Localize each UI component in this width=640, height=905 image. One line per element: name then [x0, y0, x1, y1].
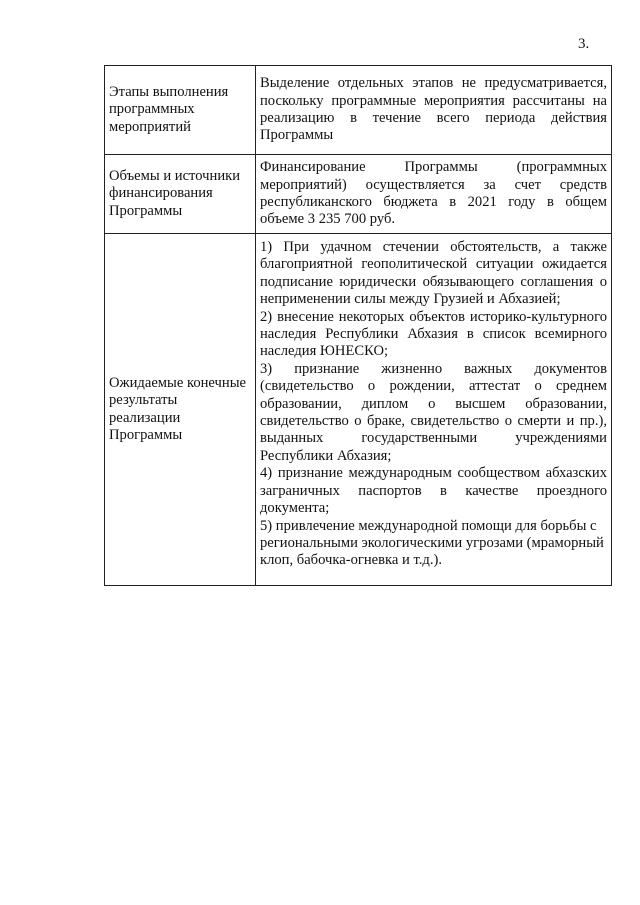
row-label-stages: Этапы выполнения программных мероприятий — [105, 66, 256, 155]
result-item-4: 4) признание международным сообществом абхазских заграничных паспортов в качестве проездного документа; — [260, 465, 607, 517]
program-passport-table — [104, 65, 612, 586]
row-label-results: Ожидаемые конечные результаты реализации Программы — [105, 234, 256, 586]
result-item-5: 5) привлечение международной помощи для борьбы с региональными экологическими угрозами (мраморный клоп, бабочка-огневка и т.д.). — [260, 517, 604, 569]
table-row-results — [105, 234, 612, 586]
table-row-stages — [105, 66, 612, 155]
row-value-financing: Финансирование Программы (программных мероприятий) осуществляется за счет средств республиканского бюджета в 2021 году в общем объеме 3 235 700 руб. — [256, 155, 612, 234]
table-row-financing — [105, 155, 612, 234]
page-number: 3. — [578, 36, 590, 52]
result-item-1: 1) При удачном стечении обстоятельств, а также благоприятной геополитической ситуации ожидается подписание юридически обязывающего соглашения о неприменении силы между Грузией и Абхазией; — [260, 239, 607, 308]
row-value-stages: Выделение отдельных этапов не предусматривается, поскольку программные мероприятия рассчитаны на реализацию в течение всего периода действия Программы — [256, 66, 612, 155]
row-value-results — [256, 234, 612, 586]
result-item-2: 2) внесение некоторых объектов историко-культурного наследия Республики Абхазия в список всемирного наследия ЮНЕСКО; — [260, 308, 607, 360]
row-label-financing: Объемы и источники финансирования Программы — [105, 155, 256, 234]
result-item-3: 3) признание жизненно важных документов (свидетельство о рождении, аттестат о среднем образовании, диплом о высшем образовании, свидетельство о браке, свидетельство о смерти и пр.), выданных государственными учреждениями Республики Абхазия; — [260, 360, 607, 464]
